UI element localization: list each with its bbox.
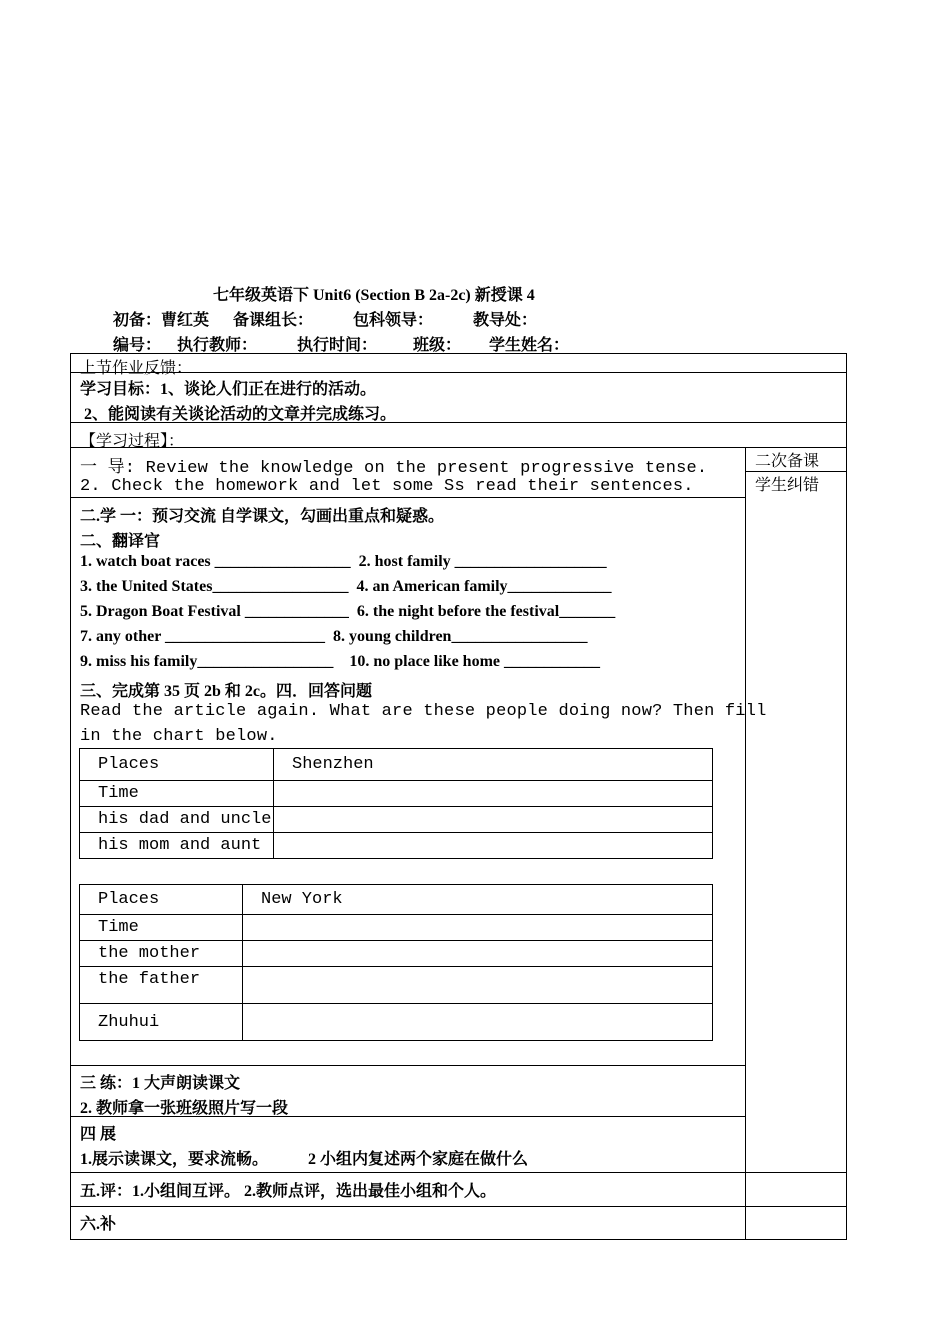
table-cell: his dad and uncle bbox=[80, 807, 274, 833]
frame-right bbox=[846, 353, 847, 1240]
table-row bbox=[80, 807, 713, 833]
row-sep bbox=[70, 447, 846, 448]
extend-text: 1.展示读课文，要求流畅。 2 小组内复述两个家庭在做什么 bbox=[80, 1151, 529, 1168]
table-cell bbox=[274, 807, 713, 833]
table-cell: Time bbox=[80, 781, 274, 807]
frame-top bbox=[70, 353, 846, 354]
table-row bbox=[80, 749, 713, 781]
translate-row: 7. any other ____________________ 8. young children_________________ bbox=[80, 628, 588, 645]
table-cell: Time bbox=[80, 915, 243, 941]
table-cell: Places bbox=[80, 885, 243, 915]
row-sep bbox=[70, 1065, 746, 1066]
extend-title: 四 展 bbox=[80, 1126, 117, 1143]
frame-bottom bbox=[70, 1239, 846, 1240]
table-cell: New York bbox=[243, 885, 713, 915]
guide-line-2: 2. Check the homework and let some Ss read their sentences. bbox=[80, 477, 694, 496]
read-instruction-1: Read the article again. What are these people doing now? Then fill bbox=[80, 702, 767, 721]
learning-goal-1: 学习目标：1、谈论人们正在进行的活动。 bbox=[80, 381, 377, 398]
translate-title: 二、翻译官 bbox=[80, 533, 161, 550]
table-row bbox=[80, 781, 713, 807]
table-cell: Places bbox=[80, 749, 274, 781]
table-cell: his mom and aunt bbox=[80, 833, 274, 859]
learning-process: 【学习过程】： bbox=[80, 433, 185, 450]
translate-row: 9. miss his family_________________ 10. no place like home ____________ bbox=[80, 653, 601, 670]
read-instruction-2: in the chart below. bbox=[80, 727, 278, 746]
side-label-second-prep: 二次备课 bbox=[755, 453, 820, 470]
table-row bbox=[80, 915, 713, 941]
table-row bbox=[80, 833, 713, 859]
translate-row: 3. the United States_________________ 4. an American family_____________ bbox=[80, 578, 612, 595]
learning-goal-2: 2、能阅读有关谈论活动的文章并完成练习。 bbox=[84, 406, 397, 423]
table-row bbox=[80, 885, 713, 915]
table-cell: Zhuhui bbox=[80, 1004, 243, 1041]
practice-line-1: 三 练：1 大声朗读课文 bbox=[80, 1075, 241, 1092]
side-label-corrections: 学生纠错 bbox=[755, 477, 820, 494]
learn-heading: 二.学 一：预习交流 自学课文，勾画出重点和疑惑。 bbox=[80, 508, 445, 525]
guide-line-1: 一 导: Review the knowledge on the present progressive tense. bbox=[80, 459, 708, 478]
frame-left bbox=[70, 353, 71, 1240]
translate-row: 1. watch boat races _________________ 2. host family ___________________ bbox=[80, 553, 607, 570]
header-line-1: 初备：曹红英 备课组长： 包科领导： 教导处： bbox=[113, 312, 538, 329]
row-sep bbox=[70, 1206, 846, 1207]
header-line-2: 编号： 执行教师： 执行时间： 班级： 学生姓名： bbox=[113, 337, 570, 354]
side-column-divider bbox=[745, 447, 746, 1239]
row-sep bbox=[70, 497, 746, 498]
task-3: 三、完成第 35 页 2b 和 2c。四．回答问题 bbox=[80, 683, 373, 700]
chart-table-new-york bbox=[79, 884, 713, 1041]
table-cell bbox=[274, 833, 713, 859]
translate-row: 5. Dragon Boat Festival _____________ 6. the night before the festival_______ bbox=[80, 603, 616, 620]
row-sep bbox=[70, 1172, 846, 1173]
chart-table-shenzhen bbox=[79, 748, 713, 859]
table-row bbox=[80, 1004, 713, 1041]
table-cell: the mother bbox=[80, 941, 243, 967]
table-cell: the father bbox=[80, 967, 243, 1004]
supplement-line: 六.补 bbox=[80, 1216, 117, 1233]
page-title: 七年级英语下 Unit6 (Section B 2a-2c) 新授课 4 bbox=[213, 287, 535, 304]
table-cell bbox=[274, 781, 713, 807]
table-cell bbox=[243, 1004, 713, 1041]
practice-line-2: 2. 教师拿一张班级照片写一段 bbox=[80, 1100, 289, 1117]
homework-feedback: 上节作业反馈： bbox=[80, 360, 193, 377]
table-row bbox=[80, 941, 713, 967]
table-cell bbox=[243, 915, 713, 941]
table-cell: Shenzhen bbox=[274, 749, 713, 781]
evaluate-line: 五.评：1.小组间互评。 2.教师点评，选出最佳小组和个人。 bbox=[80, 1183, 497, 1200]
table-cell bbox=[243, 941, 713, 967]
table-cell bbox=[243, 967, 713, 1004]
table-row bbox=[80, 967, 713, 1004]
